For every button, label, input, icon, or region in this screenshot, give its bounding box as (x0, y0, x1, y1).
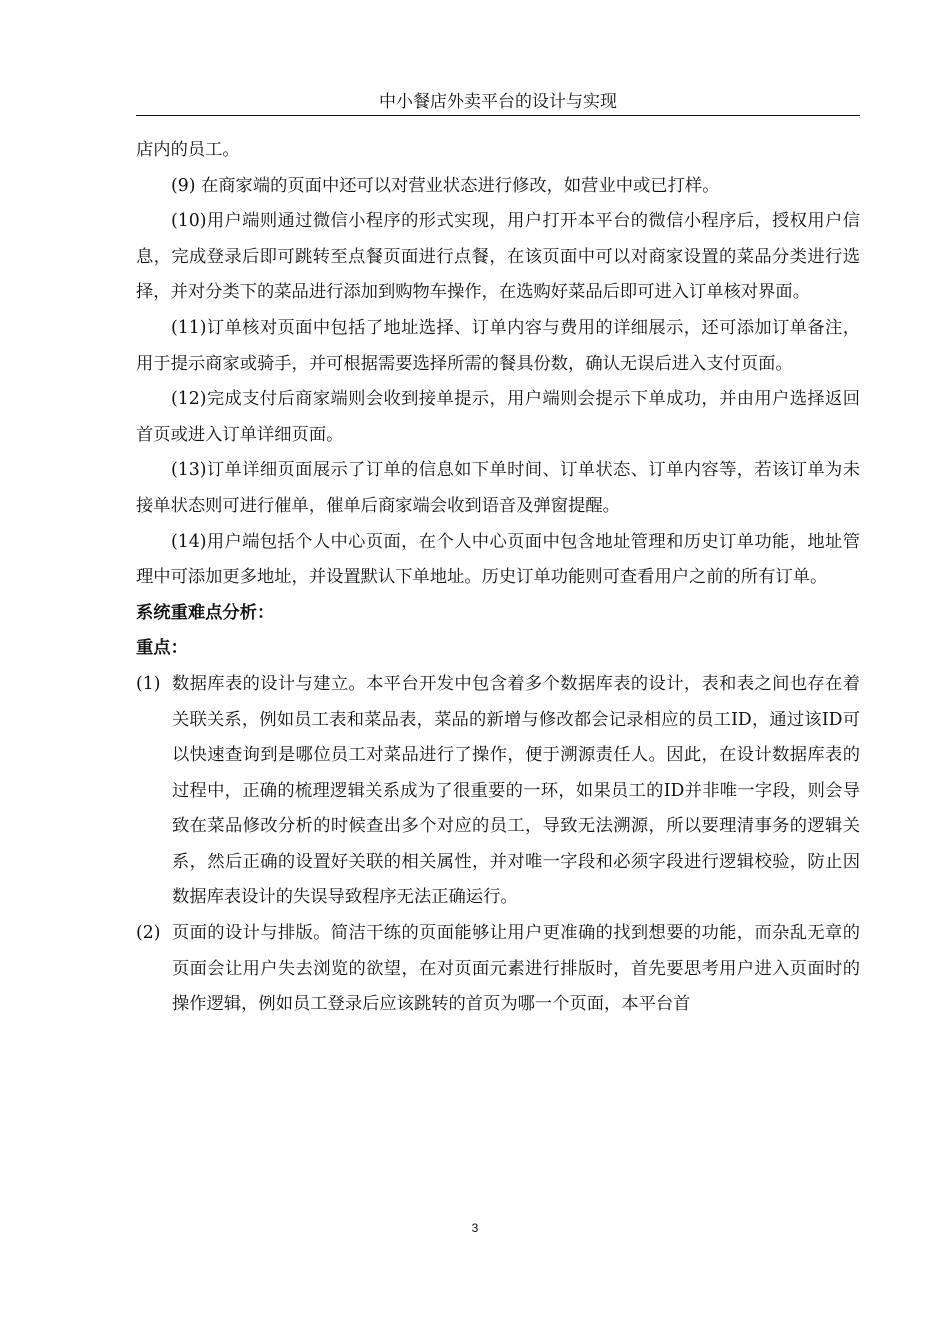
paragraph-continued: 店内的员工。 (136, 140, 240, 160)
paragraph-12: (12)完成支付后商家端则会收到接单提示，用户端则会提示下单成功，并由用户选择返回首页或进入订单详细页面。 (136, 389, 860, 445)
paragraph-9: (9) 在商家端的页面中还可以对营业状态进行修改，如营业中或已打样。 (171, 175, 720, 196)
list-item-text: 数据库表的设计与建立。本平台开发中包含着多个数据库表的设计，表和表之间也存在着关联关系，例如员工表和菜品表，菜品的新增与修改都会记录相应的员工ID，通过该ID可以快速查询到是哪位员工对菜品进行了操作，便于溯源责任人。因此，在设计数据库表的过程中，正确的梳理逻辑关系成为了很重要的一环，如果员工的ID并非唯一字段，则会导致在菜品修改分析的时候查出多个对应的员工，导致无法溯源，所以要理清事务的逻辑关系，然后正确的设置好关联的相关属性，并对唯一字段和必须字段进行逻辑校验，防止因数据库表设计的失误导致程序无法正确运行。 (172, 673, 860, 908)
list-item (136, 667, 860, 916)
page-number: 3 (471, 1221, 479, 1235)
list-item-number: (1) (136, 673, 161, 694)
section-heading-key-points: 重点： (136, 638, 188, 659)
list-item (136, 916, 860, 1023)
running-header: 中小餐店外卖平台的设计与实现 (379, 92, 617, 112)
document-body (136, 133, 860, 1023)
paragraph-14: (14)用户端包括个人中心页面，在个人中心页面中包含地址管理和历史订单功能，地址管理中可添加更多地址，并设置默认下单地址。历史订单功能则可查看用户之前的所有订单。 (136, 531, 860, 588)
paragraph-10: (10)用户端则通过微信小程序的形式实现，用户打开本平台的微信小程序后，授权用户信息，完成登录后即可跳转至点餐页面进行点餐，在该页面中可以对商家设置的菜品分类进行选择，并对分类下的菜品进行添加到购物车操作，在选购好菜品后即可进入订单核对界面。 (136, 211, 860, 303)
paragraph-13: (13)订单详细页面展示了订单的信息如下单时间、订单状态、订单内容等，若该订单为未接单状态则可进行催单，催单后商家端会收到语音及弹窗提醒。 (136, 460, 860, 516)
header-divider (136, 115, 860, 116)
paragraph-11: (11)订单核对页面中包括了地址选择、订单内容与费用的详细展示，还可添加订单备注，用于提示商家或骑手，并可根据需要选择所需的餐具份数，确认无误后进入支付页面。 (136, 317, 860, 374)
section-heading-analysis: 系统重难点分析： (136, 602, 275, 623)
list-item-number: (2) (136, 923, 161, 944)
list-item-text: 页面的设计与排版。简洁干练的页面能够让用户更准确的找到想要的功能，而杂乱无章的页面会让用户失去浏览的欲望，在对页面元素进行排版时，首先要思考用户进入页面时的操作逻辑，例如员工登录后应该跳转的首页为哪一个页面，本平台首 (172, 923, 860, 1015)
